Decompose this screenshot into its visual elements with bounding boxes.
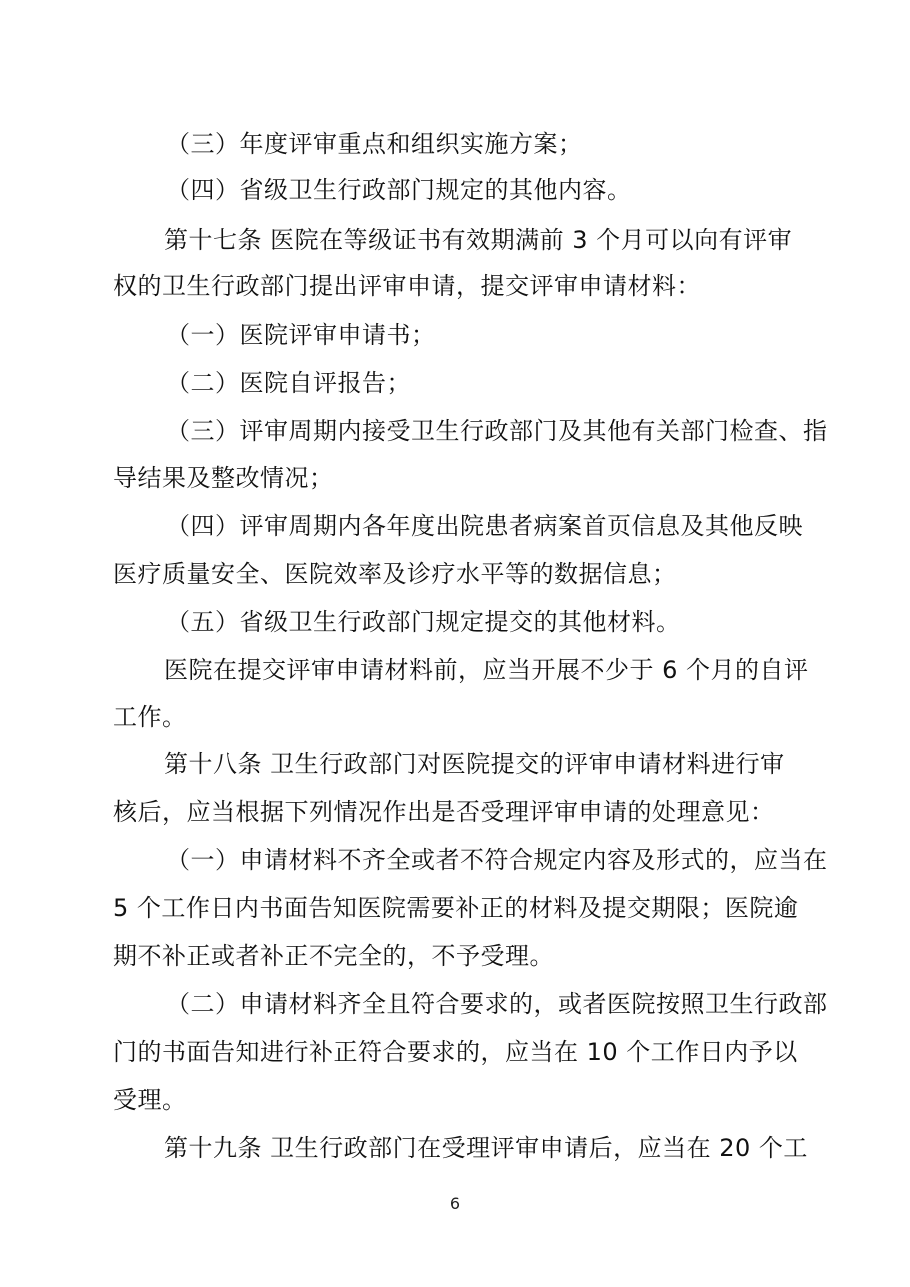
text-line: （二）医院自评报告； — [166, 369, 411, 397]
text-line: （一）医院评审申请书； — [166, 321, 436, 349]
text-line: 期不补正或者补正不完全的，不予受理。 — [113, 942, 554, 970]
text-line: 医院在提交评审申请材料前，应当开展不少于 6 个月的自评 — [164, 656, 809, 684]
text-line: 导结果及整改情况； — [113, 464, 334, 492]
text-line: 5 个工作日内书面告知医院需要补正的材料及提交期限；医院逾 — [113, 894, 799, 922]
article-19-line: 第十九条 卫生行政部门在受理评审申请后，应当在 20 个工 — [164, 1134, 808, 1162]
text-line: （二）申请材料齐全且符合要求的，或者医院按照卫生行政部 — [166, 990, 828, 1018]
text-line: 工作。 — [113, 703, 187, 731]
page-number: 6 — [449, 1194, 461, 1213]
text-line: 核后，应当根据下列情况作出是否受理评审申请的处理意见： — [113, 798, 775, 826]
article-17-line: 第十七条 医院在等级证书有效期满前 3 个月可以向有评审 — [164, 226, 793, 254]
text-line: 医疗质量安全、医院效率及诊疗水平等的数据信息； — [113, 560, 677, 588]
text-line: 受理。 — [113, 1086, 187, 1114]
article-18-line: 第十八条 卫生行政部门对医院提交的评审申请材料进行审 — [164, 750, 785, 778]
text-line: 门的书面告知进行补正符合要求的，应当在 10 个工作日内予以 — [113, 1038, 798, 1066]
text-line: （四）评审周期内各年度出院患者病案首页信息及其他反映 — [166, 512, 803, 540]
text-line: （四）省级卫生行政部门规定的其他内容。 — [166, 176, 632, 204]
text-line: 权的卫生行政部门提出评审申请，提交评审申请材料： — [113, 272, 701, 300]
text-line: （三）评审周期内接受卫生行政部门及其他有关部门检查、指 — [166, 417, 828, 445]
text-line: （五）省级卫生行政部门规定提交的其他材料。 — [166, 608, 681, 636]
text-line: （三）年度评审重点和组织实施方案； — [166, 130, 583, 158]
text-line: （一）申请材料不齐全或者不符合规定内容及形式的，应当在 — [166, 846, 828, 874]
